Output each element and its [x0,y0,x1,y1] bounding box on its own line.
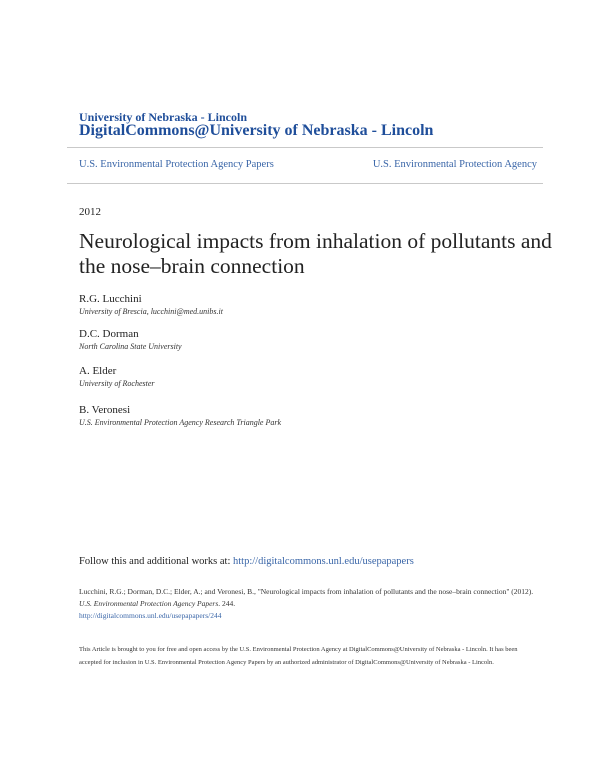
citation-number: . 244. [218,599,236,608]
author-name: R.G. Lucchini [79,293,142,305]
author-affiliation: University of Rochester [79,379,155,388]
citation-block [79,586,541,622]
author-name: D.C. Dorman [79,328,139,340]
nav-link-agency[interactable]: U.S. Environmental Protection Agency [372,159,537,170]
repository-name[interactable]: DigitalCommons@University of Nebraska - Lincoln [79,122,434,139]
article-title: Neurological impacts from inhalation of pollutants and the nose–brain connection [79,229,552,278]
author-name: A. Elder [79,365,117,377]
institution-name: University of Nebraska - Lincoln [79,110,247,124]
access-notice: This Article is brought to you for free and open access by the U.S. Environmental Protection Agency at DigitalCommons@University of Nebraska - Lincoln. It has been accepted for inclusion in U.S. Environmental Protection Agency Papers by an authorized administrator of DigitalCommons@University of Nebraska - Lincoln. [79,646,518,666]
collection-nav [67,147,543,184]
citation-link[interactable]: http://digitalcommons.unl.edu/usepapapers/244 [79,611,222,620]
author-block [79,327,182,353]
author-affiliation: University of Brescia, lucchini@med.unibs.it [79,307,223,316]
citation-journal: U.S. Environmental Protection Agency Papers [79,599,219,608]
author-block [79,403,281,429]
author-affiliation: North Carolina State University [79,342,182,351]
author-block [79,292,223,318]
publication-year: 2012 [79,206,101,218]
nav-link-papers[interactable]: U.S. Environmental Protection Agency Papers [79,159,274,170]
follow-line [79,556,414,567]
citation-text: Lucchini, R.G.; Dorman, D.C.; Elder, A.; and Veronesi, B., "Neurological impacts from inhalation of pollutants and the nose–brain connection" (2012). [79,587,534,596]
author-block [79,364,155,390]
follow-text: Follow this and additional works at: [79,556,233,567]
follow-link[interactable]: http://digitalcommons.unl.edu/usepapapers [233,556,414,567]
author-affiliation: U.S. Environmental Protection Agency Research Triangle Park [79,418,282,427]
author-name: B. Veronesi [79,404,131,416]
